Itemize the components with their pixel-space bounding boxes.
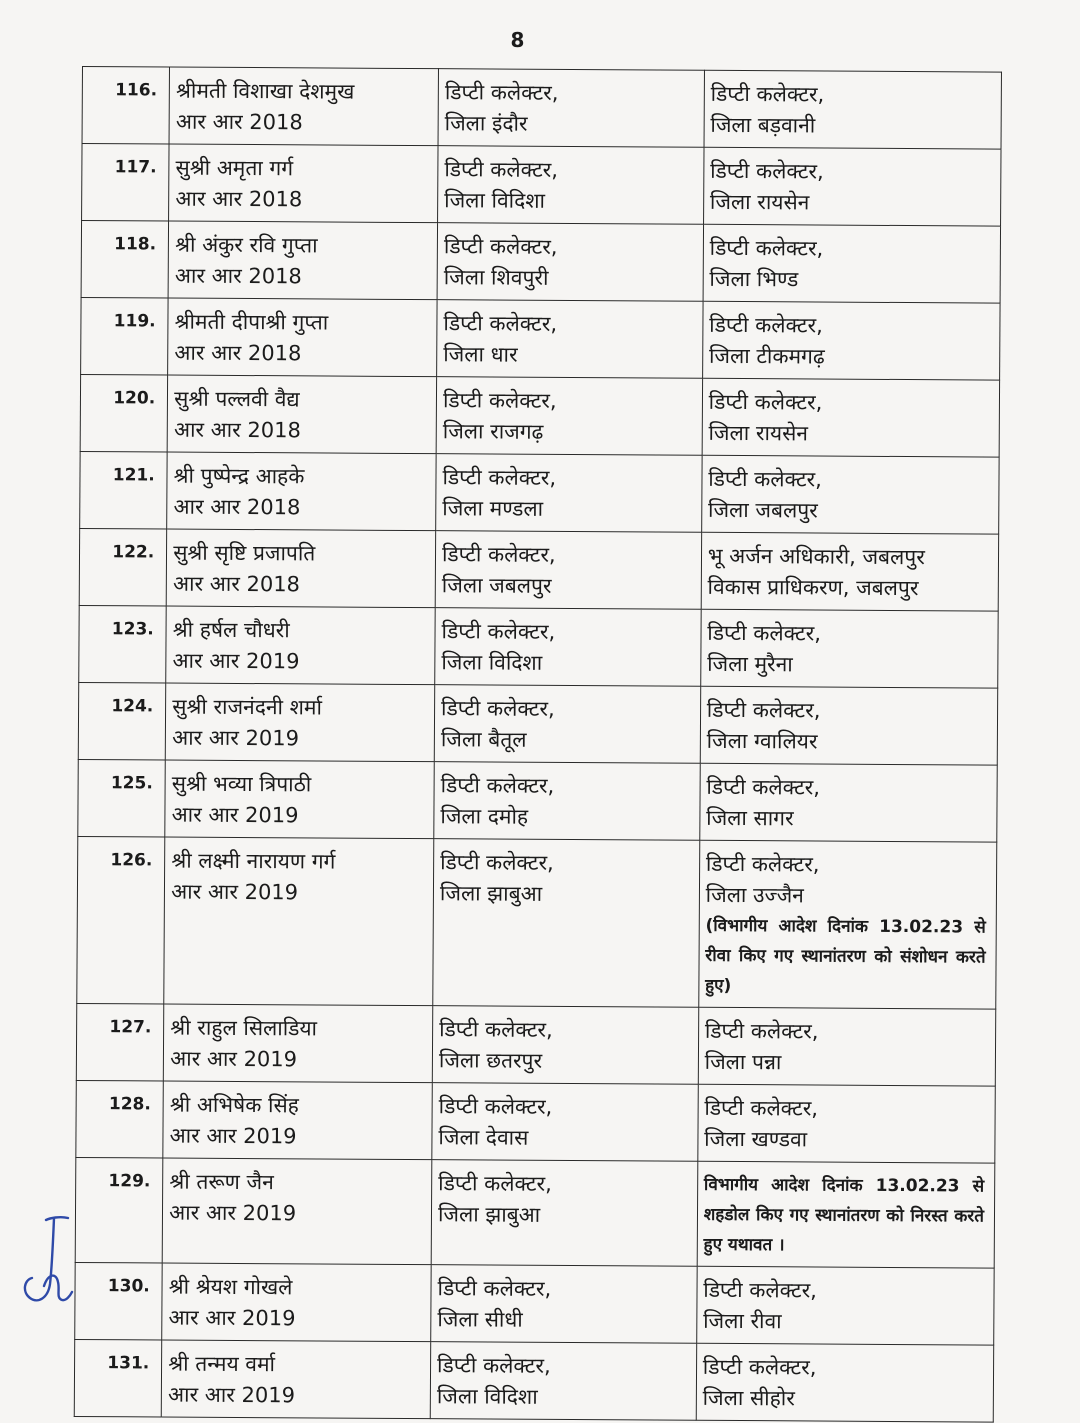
officer-cell — [166, 529, 435, 608]
officer-cell — [168, 298, 437, 377]
current-post-title: डिप्टी कलेक्टर, — [438, 1171, 552, 1196]
officer-batch: आर आर 2019 — [169, 1200, 297, 1226]
current-post-title: डिप्टी कलेक्टर, — [437, 1353, 551, 1378]
officer-cell — [169, 67, 438, 146]
new-post-place: विकास प्राधिकरण, जबलपुर — [707, 574, 919, 601]
order-note: (विभागीय आदेश दिनांक 13.02.23 से रीवा किए गए स्थानांतरण को संशोधन करते हुए) — [705, 915, 986, 996]
serial-number: 118. — [81, 221, 169, 299]
current-post-title: डिप्टी कलेक्टर, — [443, 234, 558, 259]
current-post-place: जिला मण्डला — [442, 496, 544, 521]
current-post-title: डिप्टी कलेक्टर, — [439, 1017, 553, 1042]
current-post-place: जिला शिवपुरी — [443, 265, 549, 290]
current-post-place: जिला दमोह — [440, 804, 529, 829]
transfer-table — [74, 66, 1002, 1423]
serial-number: 122. — [79, 528, 167, 606]
officer-name: श्री राहुल सिलाडिया — [170, 1015, 318, 1041]
new-post-place: जिला रीवा — [703, 1308, 782, 1334]
officer-batch: आर आर 2019 — [172, 725, 300, 751]
officer-batch: आर आर 2018 — [172, 571, 301, 597]
current-post-place: जिला राजगढ़ — [442, 419, 544, 444]
new-post-cell — [699, 840, 997, 1009]
new-post-cell — [698, 1007, 996, 1086]
officer-batch: आर आर 2018 — [174, 340, 302, 366]
officer-batch: आर आर 2018 — [175, 109, 303, 135]
officer-name: सुश्री राजनंदनी शर्मा — [172, 694, 323, 720]
officer-name: श्री लक्ष्मी नारायण गर्ग — [171, 848, 336, 874]
current-post-title: डिप्टी कलेक्टर, — [441, 696, 555, 721]
officer-cell — [168, 221, 437, 300]
current-post-cell — [438, 69, 704, 148]
table-row — [77, 836, 997, 1009]
order-note: विभागीय आदेश दिनांक 13.02.23 से शहडोल किए गए स्थानांतरण को निरस्त करते हुए यथावत । — [703, 1174, 985, 1256]
new-post-cell — [701, 455, 999, 534]
table-row — [80, 451, 999, 534]
officer-name: सुश्री पल्लवी वैद्य — [174, 386, 300, 412]
new-post-place: जिला बड़वानी — [710, 112, 816, 138]
new-post-title: डिप्टी कलेक्टर, — [706, 774, 821, 800]
new-post-place: जिला ग्वालियर — [706, 728, 818, 754]
officer-cell — [162, 1263, 431, 1342]
current-post-title: डिप्टी कलेक्टर, — [442, 465, 557, 490]
serial-number: 128. — [76, 1080, 164, 1158]
officer-name: श्रीमती विशाखा देशमुख — [175, 78, 355, 104]
officer-name: श्री तन्मय वर्मा — [168, 1351, 276, 1377]
current-post-cell — [435, 531, 701, 610]
current-post-place: जिला सीधी — [437, 1307, 523, 1332]
officer-name: श्री अंकुर रवि गुप्ता — [175, 232, 318, 258]
new-post-title: भू अर्जन अधिकारी, जबलपुर — [707, 543, 925, 570]
new-post-cell — [696, 1266, 994, 1345]
current-post-title: डिप्टी कलेक्टर, — [442, 388, 557, 413]
current-post-title: डिप्टी कलेक्टर, — [437, 1276, 552, 1301]
current-post-place: जिला देवास — [438, 1125, 529, 1150]
current-post-title: डिप्टी कलेक्टर, — [440, 850, 554, 875]
new-post-title: डिप्टी कलेक्टर, — [702, 1354, 817, 1380]
new-post-cell — [697, 1161, 995, 1268]
current-post-place: जिला इंदौर — [444, 111, 528, 136]
serial-number: 125. — [78, 759, 166, 837]
officer-batch: आर आर 2019 — [168, 1305, 296, 1331]
new-post-title: डिप्टी कलेक्टर, — [704, 1095, 819, 1121]
new-post-cell — [696, 1343, 994, 1422]
new-post-cell — [703, 224, 1001, 303]
officer-name: सुश्री अमृता गर्ग — [175, 155, 294, 181]
officer-batch: आर आर 2018 — [175, 186, 303, 212]
current-post-cell — [437, 223, 703, 302]
new-post-cell — [700, 609, 998, 688]
current-post-place: जिला विदिशा — [436, 1384, 538, 1409]
current-post-place: जिला छतरपुर — [438, 1048, 543, 1073]
current-post-place: जिला झाबुआ — [439, 881, 543, 906]
officer-name: श्री पुष्पेन्द्र आहके — [173, 463, 305, 489]
officer-cell — [166, 606, 435, 685]
new-post-title: डिप्टी कलेक्टर, — [710, 81, 825, 107]
table-row — [78, 682, 997, 765]
officer-cell — [162, 1158, 431, 1265]
serial-number: 119. — [81, 297, 169, 375]
officer-batch: आर आर 2019 — [169, 1123, 297, 1149]
table-row — [75, 1262, 994, 1345]
new-post-place: जिला टीकमगढ़ — [708, 343, 825, 369]
officer-name: श्री अभिषेक सिंह — [169, 1092, 299, 1118]
new-post-place: जिला जबलपुर — [707, 497, 818, 523]
officer-batch: आर आर 2019 — [172, 648, 300, 674]
new-post-cell — [702, 378, 1000, 457]
current-post-place: जिला झाबुआ — [437, 1202, 541, 1227]
current-post-place: जिला विदिशा — [441, 650, 543, 675]
current-post-place: जिला धार — [443, 342, 518, 367]
new-post-title: डिप्टी कलेक्टर, — [704, 1018, 819, 1044]
new-post-cell — [698, 1084, 996, 1163]
officer-batch: आर आर 2019 — [171, 802, 299, 828]
table-row — [82, 144, 1001, 227]
current-post-cell — [432, 1006, 698, 1085]
officer-cell — [163, 1081, 432, 1160]
officer-batch: आर आर 2019 — [170, 1046, 298, 1072]
current-post-cell — [433, 839, 700, 1008]
table-row — [82, 67, 1001, 150]
serial-number: 131. — [74, 1339, 162, 1417]
table-row — [75, 1157, 995, 1268]
officer-name: सुश्री भव्या त्रिपाठी — [171, 771, 312, 797]
table-row — [76, 1003, 995, 1086]
new-post-cell — [703, 147, 1001, 226]
current-post-cell — [430, 1342, 696, 1421]
new-post-title: डिप्टी कलेक्टर, — [708, 466, 822, 492]
new-post-title: डिप्टी कलेक्टर, — [709, 312, 823, 338]
new-post-title: डिप्टी कलेक्टर, — [708, 389, 823, 415]
new-post-cell — [700, 686, 998, 765]
current-post-place: जिला जबलपुर — [441, 573, 552, 598]
new-post-place: जिला भिण्ड — [709, 266, 799, 292]
serial-number: 121. — [80, 451, 168, 529]
serial-number: 127. — [76, 1003, 164, 1081]
officer-batch: आर आर 2018 — [173, 494, 301, 520]
officer-cell — [165, 760, 434, 839]
new-post-place: जिला रायसेन — [709, 189, 810, 215]
officer-name: श्री श्रेयश गोखले — [168, 1274, 293, 1300]
officer-batch: आर आर 2018 — [174, 263, 302, 289]
current-post-cell — [437, 300, 703, 379]
officer-name: श्री तरूण जैन — [169, 1169, 274, 1195]
new-post-place: जिला सीहोर — [702, 1385, 795, 1411]
current-post-cell — [438, 146, 704, 225]
officer-cell — [169, 144, 438, 223]
serial-number: 124. — [78, 682, 166, 760]
table-row — [74, 1339, 993, 1422]
new-post-title: डिप्टी कलेक्टर, — [710, 158, 824, 184]
current-post-title: डिप्टी कलेक्टर, — [444, 80, 559, 105]
current-post-title: डिप्टी कलेक्टर, — [438, 1094, 553, 1119]
table-row — [81, 221, 1000, 304]
new-post-cell — [702, 301, 1000, 380]
current-post-cell — [432, 1083, 698, 1162]
current-post-cell — [431, 1160, 697, 1267]
new-post-cell — [701, 532, 999, 611]
officer-batch: आर आर 2019 — [171, 879, 299, 905]
serial-number: 126. — [77, 836, 165, 1004]
current-post-title: डिप्टी कलेक्टर, — [441, 542, 556, 567]
new-post-title: डिप्टी कलेक्टर, — [705, 851, 820, 877]
current-post-cell — [436, 454, 702, 533]
officer-name: श्री हर्षल चौधरी — [172, 617, 290, 643]
page-number: 8 — [510, 28, 525, 52]
current-post-title: डिप्टी कलेक्टर, — [443, 311, 558, 336]
table-row — [76, 1080, 995, 1163]
new-post-cell — [704, 70, 1002, 149]
new-post-place: जिला उज्जैन — [705, 882, 804, 908]
officer-name: श्रीमती दीपाश्री गुप्ता — [174, 309, 329, 335]
new-post-title: डिप्टी कलेक्टर, — [703, 1277, 817, 1303]
officer-cell — [167, 375, 436, 454]
current-post-cell — [435, 608, 701, 687]
officer-name: सुश्री सृष्टि प्रजापति — [173, 540, 316, 566]
table-row — [80, 374, 999, 457]
new-post-title: डिप्टी कलेक्टर, — [709, 235, 824, 261]
officer-cell — [164, 837, 434, 1006]
current-post-title: डिप्टी कलेक्टर, — [440, 773, 555, 798]
new-post-place: जिला खण्डवा — [704, 1126, 808, 1152]
new-post-place: जिला पन्ना — [704, 1049, 782, 1075]
current-post-title: डिप्टी कलेक्टर, — [441, 619, 556, 644]
transfer-table-body — [74, 67, 1001, 1423]
new-post-place: जिला रायसेन — [708, 420, 809, 446]
officer-cell — [165, 683, 434, 762]
officer-cell — [167, 452, 436, 531]
officer-cell — [164, 1004, 433, 1083]
serial-number: 117. — [82, 144, 170, 222]
current-post-title: डिप्टी कलेक्टर, — [444, 157, 559, 182]
current-post-cell — [434, 762, 700, 841]
officer-batch: आर आर 2019 — [168, 1382, 296, 1408]
serial-number: 116. — [82, 67, 170, 145]
new-post-cell — [700, 763, 998, 842]
serial-number: 120. — [80, 374, 168, 452]
table-row — [79, 528, 998, 611]
new-post-title: डिप्टी कलेक्टर, — [707, 620, 821, 646]
current-post-cell — [434, 685, 700, 764]
new-post-place: जिला सागर — [706, 805, 794, 831]
current-post-place: जिला विदिशा — [444, 188, 546, 213]
current-post-place: जिला बैतूल — [440, 727, 527, 752]
current-post-cell — [431, 1265, 697, 1344]
table-row — [78, 759, 997, 842]
officer-batch: आर आर 2018 — [173, 417, 301, 443]
officer-cell — [161, 1340, 430, 1419]
signature — [16, 1212, 76, 1312]
table-row — [81, 297, 1000, 380]
table-row — [79, 605, 998, 688]
serial-number: 123. — [79, 605, 167, 683]
new-post-title: डिप्टी कलेक्टर, — [706, 697, 821, 723]
serial-number: 130. — [75, 1262, 163, 1340]
new-post-place: जिला मुरैना — [707, 651, 793, 677]
current-post-cell — [436, 377, 702, 456]
serial-number: 129. — [75, 1157, 163, 1263]
